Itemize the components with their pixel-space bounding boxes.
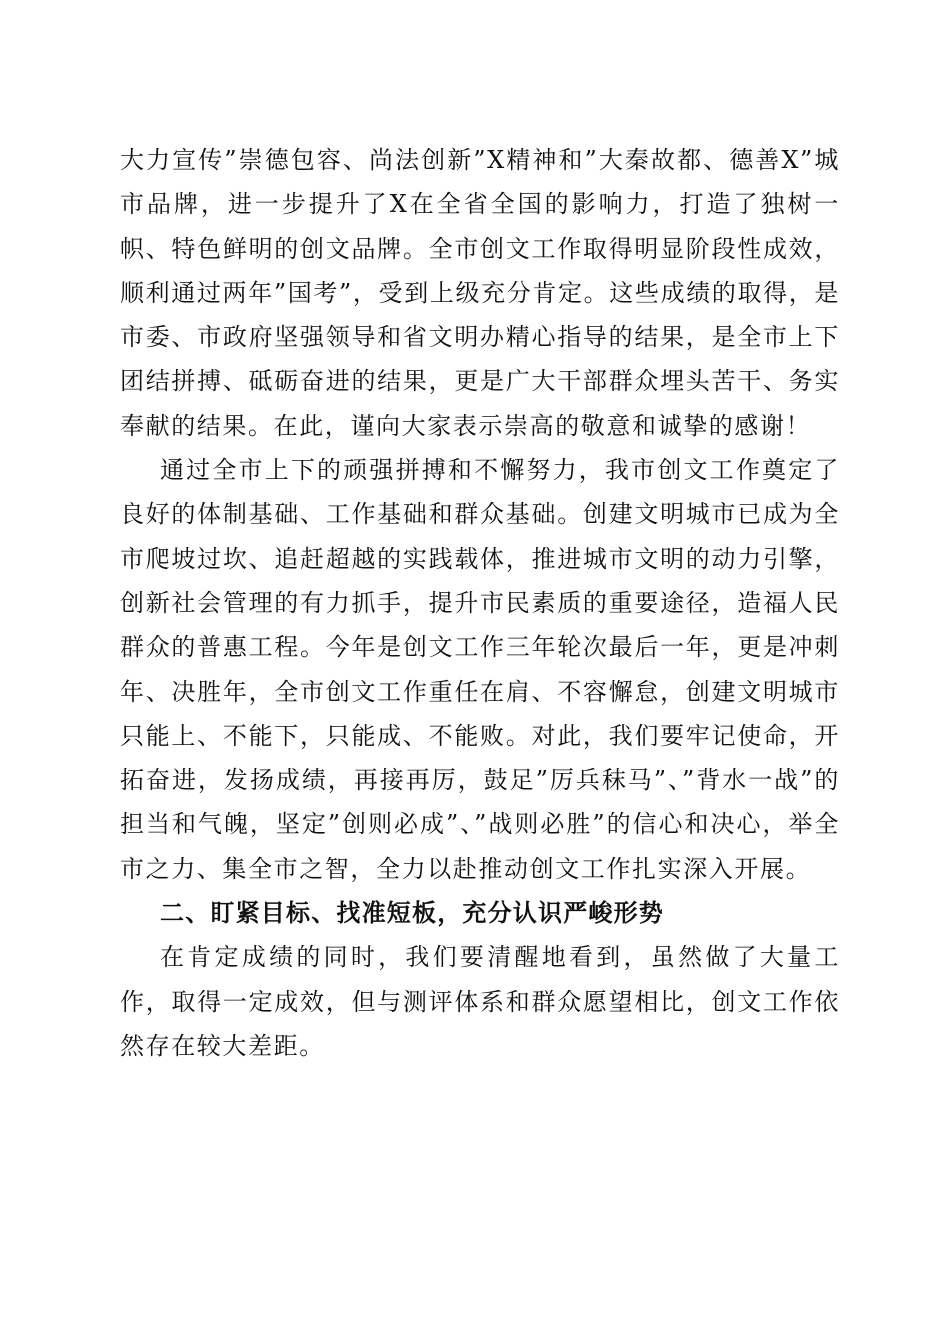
section-heading: 二、盯紧目标、找准短板，充分认识严峻形势 bbox=[160, 899, 664, 928]
paragraph-gaps: 在肯定成绩的同时，我们要清醒地看到，虽然做了大量工作，取得一定成效，但与测评体系和群众愿望相比，创文工作依然存在较大差距。 bbox=[120, 943, 840, 1060]
document-page bbox=[120, 138, 840, 1068]
paragraph-foundation: 通过全市上下的顽强拼搏和不懈努力，我市创文工作奠定了良好的体制基础、工作基础和群众基础。创建文明城市已成为全市爬坡过坎、追赶超越的实践载体，推进城市文明的动力引擎，创新社会管理的有力抓手，提升市民素质的重要途径，造福人民群众的普惠工程。今年是创文工作三年轮次最后一年，更是冲刺年、决胜年，全市创文工作重任在肩、不容懈怠，创建文明城市只能上、不能下，只能成、不能败。对此，我们要牢记使命，开拓奋进，发扬成绩，再接再厉，鼓足”厉兵秣马”、”背水一战”的担当和气魄，坚定”创则必成”、”战则必胜”的信心和决心，举全市之力、集全市之智，全力以赴推动创文工作扎实深入开展。 bbox=[120, 456, 840, 883]
paragraph-achievements: 大力宣传”崇德包容、尚法创新”X精神和”大秦故都、德善X”城市品牌，进一步提升了X在全省全国的影响力，打造了独树一帜、特色鲜明的创文品牌。全市创文工作取得明显阶段性成效，顺利通过两年”国考”，受到上级充分肯定。这些成绩的取得，是市委、市政府坚强领导和省文明办精心指导的结果，是全市上下团结拼搏、砥砺奋进的结果，更是广大干部群众埋头苦干、务实奉献的结果。在此，谨向大家表示崇高的敬意和诚挚的感谢！ bbox=[120, 146, 840, 440]
